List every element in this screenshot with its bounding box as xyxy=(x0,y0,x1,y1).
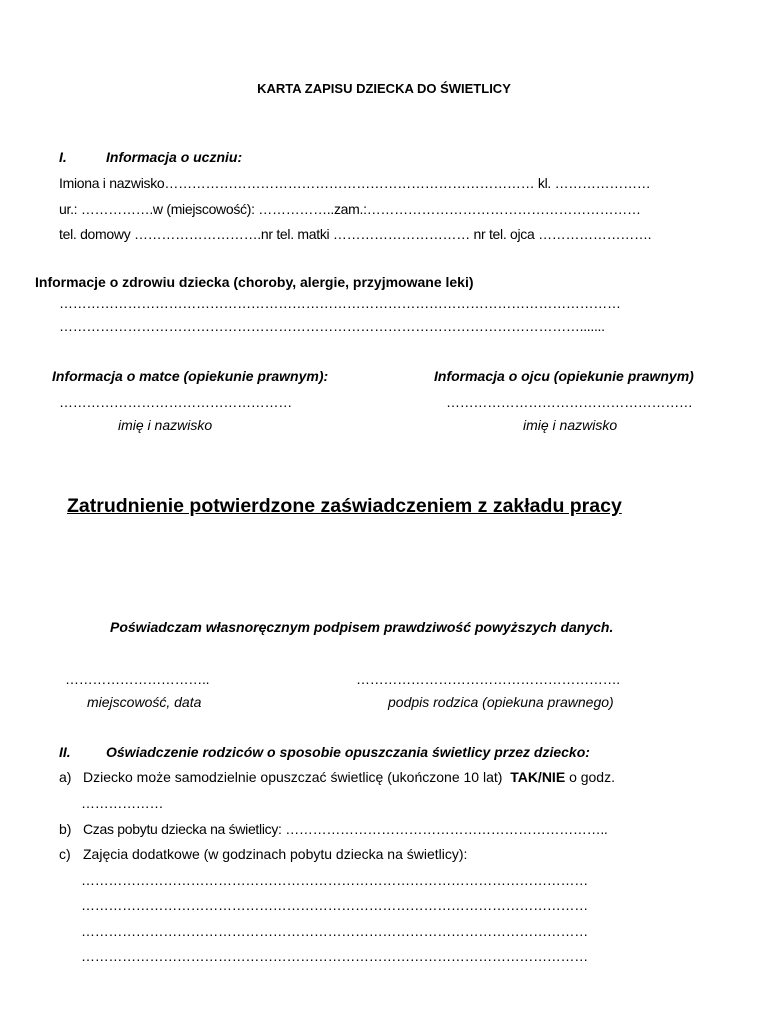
section2-number: II. xyxy=(59,744,71,760)
item-a-choice: TAK/NIE xyxy=(510,769,566,785)
place-date-label: miejscowość, data xyxy=(87,694,202,710)
item-b-text: Czas pobytu dziecka na świetlicy: …………………………………………………………….. xyxy=(83,821,608,837)
section2-heading: Oświadczenie rodziców o sposobie opuszczania świetlicy przez dziecko: xyxy=(106,744,590,760)
item-c-marker: c) xyxy=(59,846,71,862)
item-a xyxy=(83,769,615,785)
health-heading: Informacje o zdrowiu dziecka (choroby, alergie, przyjmowane leki) xyxy=(35,274,474,290)
student-name-line: Imiona i nazwisko……………………………………………………………………… kl. ………………… xyxy=(59,175,651,191)
signature-dots: …………………………………………………. xyxy=(356,671,620,687)
health-line-1: …………………………………………………………………………………………………………… xyxy=(59,295,621,311)
father-name-dots: ……………………………………………… xyxy=(446,394,693,410)
item-c-line: ………………………………………………………………………………………………… xyxy=(81,948,588,964)
birth-address-line: ur.: …………….w (miejscowość): ……………..zam.:…………………………………………………… xyxy=(59,201,641,217)
item-c-text: Zajęcia dodatkowe (w godzinach pobytu dziecka na świetlicy): xyxy=(83,846,468,862)
mother-name-dots: …………………………………………… xyxy=(59,394,292,410)
item-a-marker: a) xyxy=(59,769,72,785)
mother-heading: Informacja o matce (opiekunie prawnym): xyxy=(52,368,329,384)
item-a-tail: o godz. xyxy=(569,769,615,785)
employment-heading: Zatrudnienie potwierdzone zaświadczeniem z zakładu pracy xyxy=(67,495,622,517)
phone-line: tel. domowy ……………………….nr tel. matki ………………………… nr tel. ojca ……………………. xyxy=(59,226,652,242)
item-a-dots: ……………… xyxy=(81,795,164,811)
signature-label: podpis rodzica (opiekuna prawnego) xyxy=(388,694,614,710)
father-name-label: imię i nazwisko xyxy=(523,417,618,433)
section-number: I. xyxy=(59,149,67,165)
health-line-2: ……………………………………………………………………………………………………....... xyxy=(59,318,605,334)
item-c-line: ………………………………………………………………………………………………… xyxy=(81,923,588,939)
form-title: KARTA ZAPISU DZIECKA DO ŚWIETLICY xyxy=(257,81,511,96)
mother-name-label: imię i nazwisko xyxy=(118,417,213,433)
father-heading: Informacja o ojcu (opiekunie prawnym) xyxy=(434,368,694,384)
item-c-line: ………………………………………………………………………………………………… xyxy=(81,872,588,888)
declaration-text: Poświadczam własnoręcznym podpisem prawdziwość powyższych danych. xyxy=(110,619,614,635)
item-c-line: ………………………………………………………………………………………………… xyxy=(81,897,588,913)
section-heading: Informacja o uczniu: xyxy=(106,149,243,165)
place-date-dots: ………………………….. xyxy=(65,671,210,687)
item-a-text: Dziecko może samodzielnie opuszczać świetlicę (ukończone 10 lat) xyxy=(83,769,503,785)
item-b-marker: b) xyxy=(59,821,72,837)
